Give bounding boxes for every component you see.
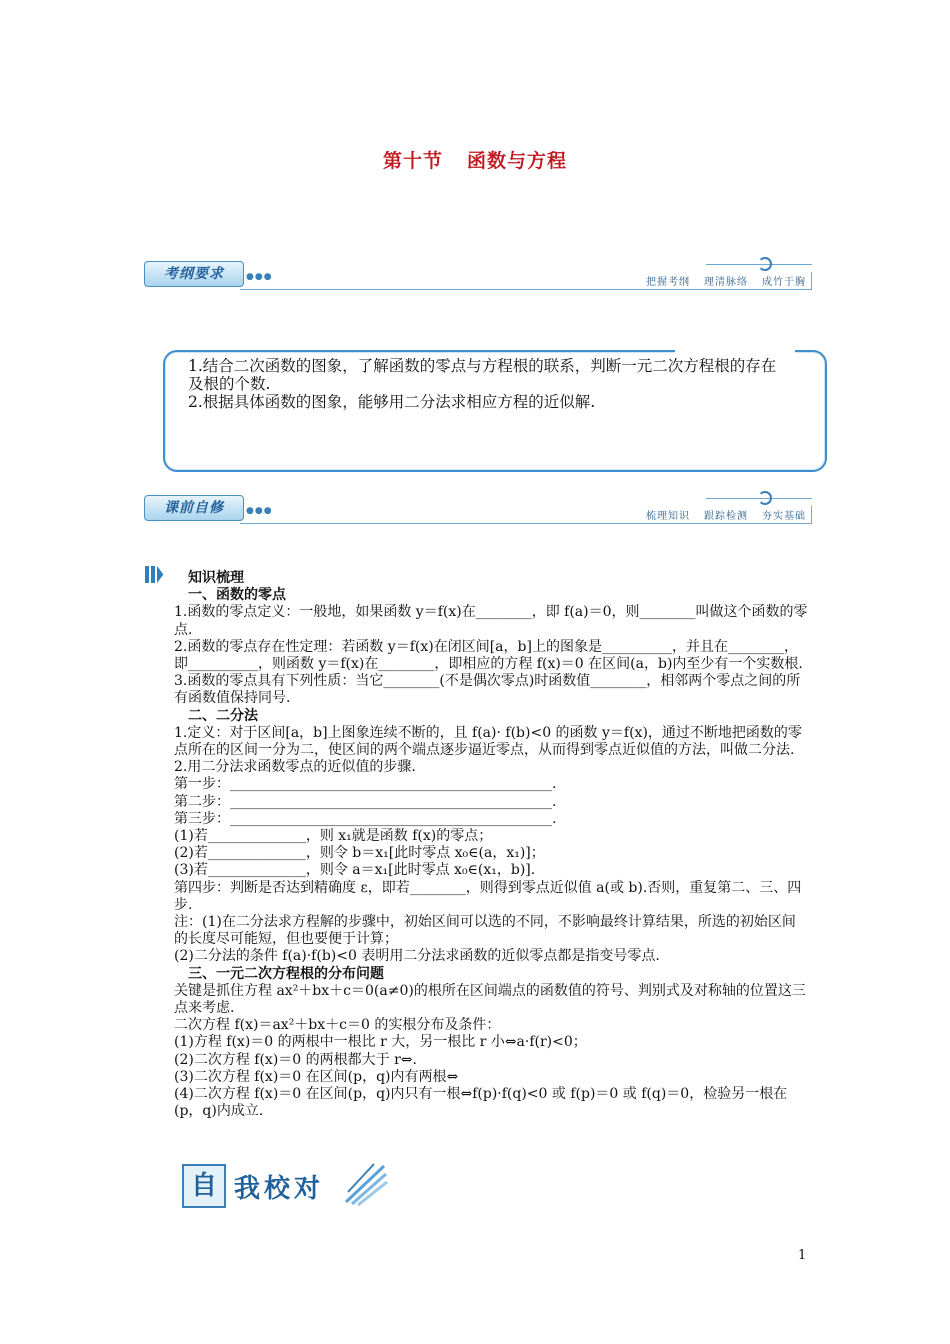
- requirements-text: [188, 357, 788, 411]
- body-paragraph: 二次方程 f(x)＝ax²＋bx＋c＝0 的实根分布及条件：: [174, 1017, 501, 1034]
- body-paragraph: (4)二次方程 f(x)＝0 在区间(p，q)内只有一根⇔f(p)·f(q)<0 或 f(p)＝0 或 f(q)＝0，检验另一根在(p，q)内成立.: [174, 1086, 788, 1120]
- body-paragraph: 关键是抓住方程 ax²＋bx＋c＝0(a≠0)的根所在区间端点的函数值的符号、判别式及对称轴的位置这三点来考虑.: [174, 982, 806, 1017]
- banner-subtitle: 梳理知识 跟踪检测 夯实基础: [646, 511, 806, 522]
- body-paragraph: 第三步：______________________________________________.: [174, 810, 557, 827]
- subheading: 二、二分法: [188, 707, 258, 724]
- body-paragraph: 3.函数的零点具有下列性质：当它________(不是偶次零点)时函数值________，相邻两个零点之间的所有函数值保持同号.: [174, 673, 801, 707]
- self-check-banner: [182, 1160, 394, 1208]
- body-paragraph: (1)方程 f(x)＝0 的两根中一根比 r 大，另一根比 r 小⇔a·f(r)<0；: [174, 1034, 587, 1051]
- banner-exam-outline: [144, 252, 812, 292]
- requirement-1: 1.结合二次函数的图象，了解函数的零点与方程根的联系，判断一元二次方程根的存在及根的个数.: [188, 357, 777, 393]
- banner-subtitle: 把握考纲 理清脉络 成竹于胸: [646, 277, 806, 288]
- banner-tag: 考纲要求: [144, 261, 244, 287]
- requirement-2: 2.根据具体函数的图象，能够用二分法求相应方程的近似解.: [188, 393, 596, 411]
- subheading: 一、函数的零点: [188, 587, 286, 604]
- dots-icon: ●●●: [246, 506, 273, 516]
- body-paragraph: 2.函数的零点存在性定理：若函数 y＝f(x)在闭区间[a，b]上的图象是__________，并且在________，即__________，则函数 y＝f(x)在________，即相应的方程 f(x)＝0 在区间(a，b)内至少有一个实数根.: [174, 638, 803, 673]
- body-paragraph: (1)若______________，则 x₁就是函数 f(x)的零点；: [174, 828, 493, 845]
- body-paragraph: 第四步：判断是否达到精确度 ε，即若________，则得到零点近似值 a(或 b).否则，重复第二、三、四步.: [174, 879, 802, 913]
- body-paragraph: (3)二次方程 f(x)＝0 在区间(p，q)内有两根⇔: [174, 1068, 459, 1085]
- body-paragraph: 注：(1)在二分法求方程解的步骤中，初始区间可以选的不同，不影响最终计算结果，所选的初始区间的长度尽可能短，但也要便于计算；: [174, 914, 796, 948]
- swoosh-icon: [344, 1162, 388, 1206]
- self-check-label: 我校对: [234, 1174, 325, 1204]
- body-lines: [174, 587, 808, 1120]
- body-paragraph: 第一步：______________________________________________.: [174, 776, 557, 793]
- banner-preview: [144, 486, 812, 526]
- body-paragraph: (2)若______________，则令 b＝x₁[此时零点 x₀∈(a，x₁)]；: [174, 845, 545, 862]
- body-paragraph: (2)二次方程 f(x)＝0 的两根都大于 r⇔.: [174, 1051, 417, 1068]
- ring-icon: [758, 491, 772, 505]
- body-paragraph: 1.定义：对于区间[a，b]上图象连续不断的，且 f(a)· f(b)<0 的函数 y＝f(x)，通过不断地把函数的零点所在的区间一分为二，使区间的两个端点逐步逼近零点，从而得到零点近似值的方法，叫做二分法.: [174, 724, 802, 759]
- body-paragraph: 2.用二分法求函数零点的近似值的步骤.: [174, 759, 416, 776]
- body-paragraph: 第二步：______________________________________________.: [174, 793, 557, 810]
- title-section-number: 第十节: [382, 150, 443, 172]
- banner-tag: 课前自修: [144, 495, 244, 521]
- body-paragraph: (3)若______________，则令 a＝x₁[此时零点 x₀∈(x₁，b)].: [174, 862, 536, 879]
- dots-icon: ●●●: [246, 272, 273, 282]
- ring-icon: [758, 257, 772, 271]
- section-marker-icon: [145, 566, 165, 585]
- page-title: [0, 146, 950, 173]
- self-check-first-char: 自: [182, 1164, 226, 1208]
- section-heading: 知识梳理: [188, 570, 244, 586]
- subheading: 三、一元二次方程根的分布问题: [188, 965, 384, 982]
- body-paragraph: (2)二分法的条件 f(a)·f(b)<0 表明用二分法求函数的近似零点都是指变号零点.: [174, 948, 660, 965]
- knowledge-body: [174, 570, 808, 1121]
- title-topic: 函数与方程: [467, 150, 568, 172]
- page-number: 1: [798, 1248, 807, 1263]
- body-paragraph: 1.函数的零点定义：一般地，如果函数 y＝f(x)在________，即 f(a)＝0，则________叫做这个函数的零点.: [174, 604, 808, 638]
